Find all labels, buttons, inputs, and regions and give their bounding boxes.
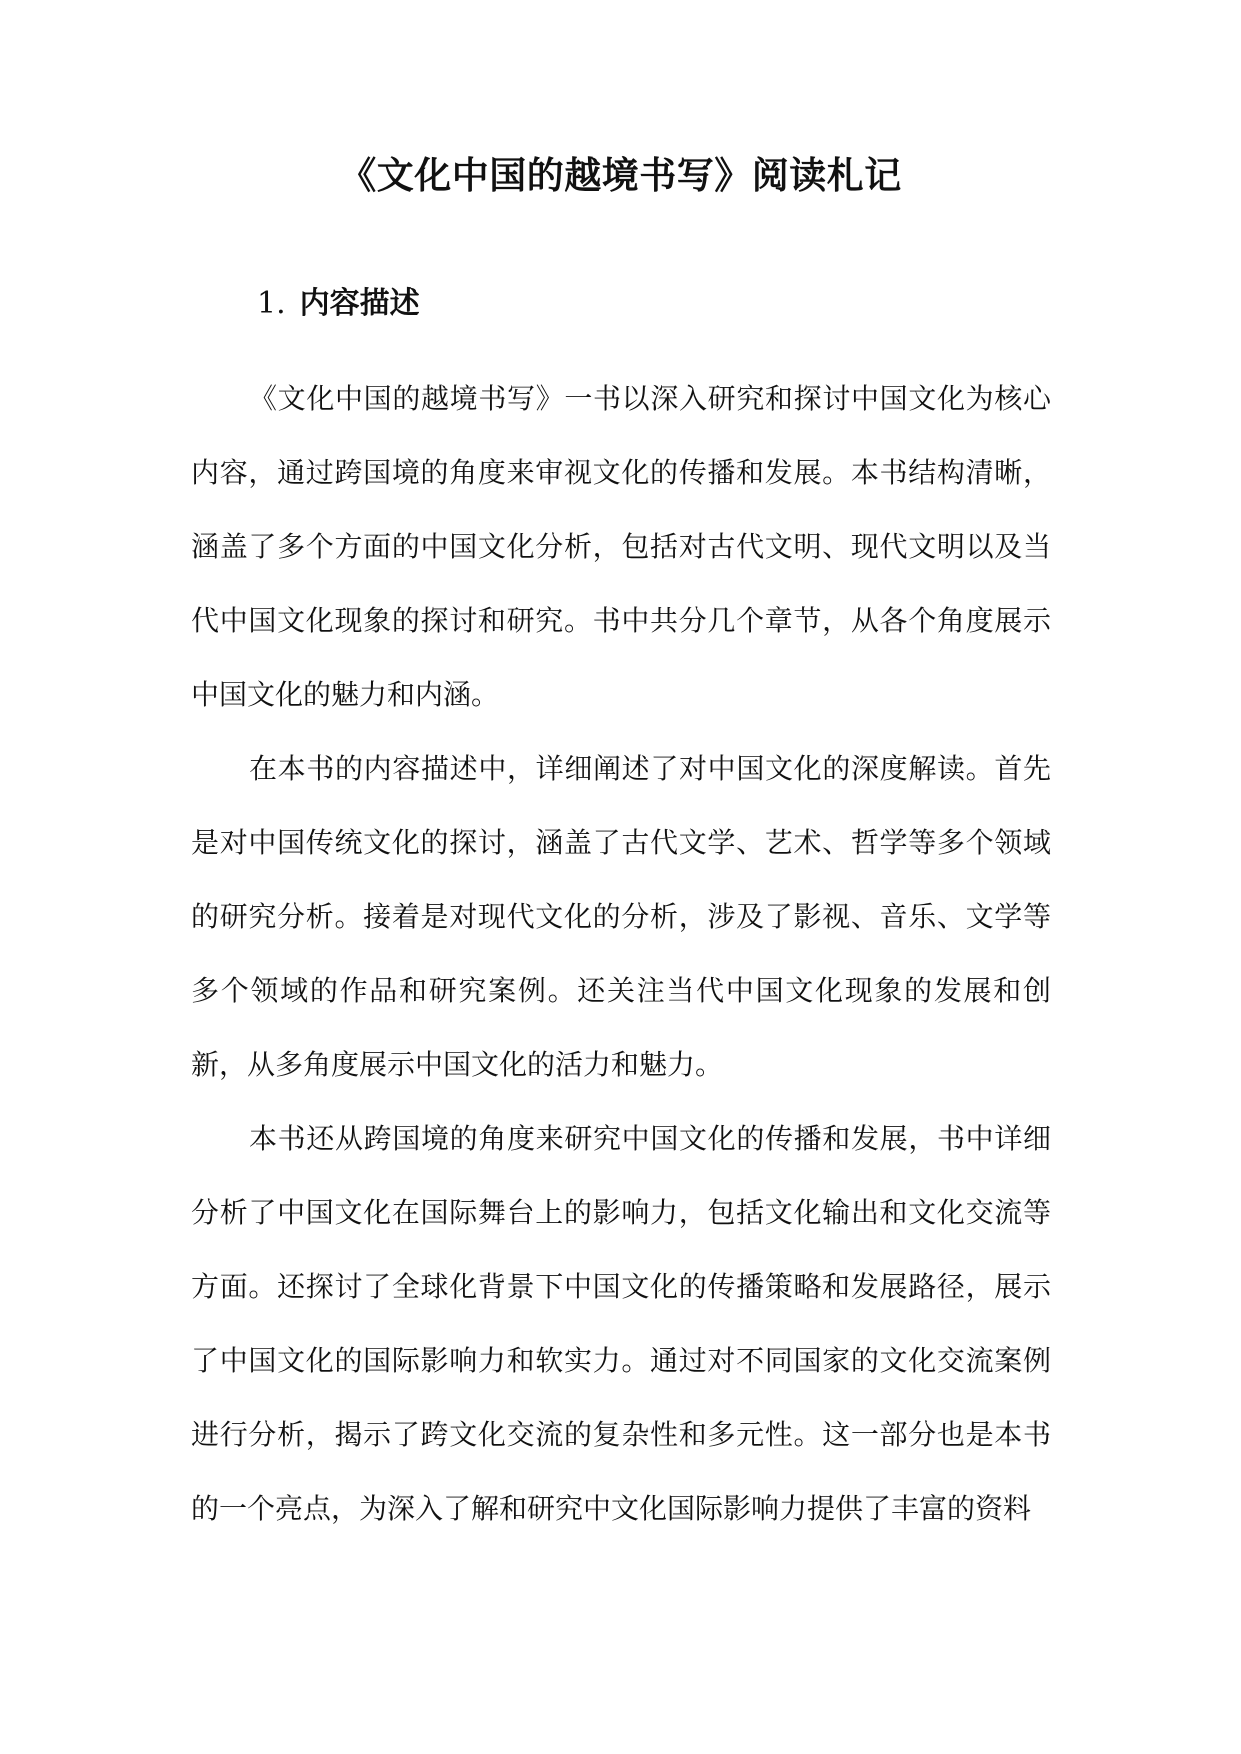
- paragraph-1: 《文化中国的越境书写》一书以深入研究和探讨中国文化为核心内容，通过跨国境的角度来审视文化的传播和发展。本书结构清晰，涵盖了多个方面的中国文化分析，包括对古代文明、现代文明以及当代中国文化现象的探讨和研究。书中共分几个章节，从各个角度展示中国文化的魅力和内涵。: [191, 382, 1051, 711]
- document-title: 《文化中国的越境书写》阅读札记: [339, 154, 902, 197]
- section-number: 1.: [257, 286, 286, 321]
- paragraph-3: 本书还从跨国境的角度来研究中国文化的传播和发展，书中详细分析了中国文化在国际舞台上的影响力，包括文化输出和文化交流等方面。还探讨了全球化背景下中国文化的传播策略和发展路径，展示了中国文化的国际影响力和软实力。通过对不同国家的文化交流案例进行分析，揭示了跨文化交流的复杂性和多元性。这一部分也是本书的一个亮点，为深入了解和研究中文化国际影响力提供了丰富的资料: [191, 1122, 1051, 1525]
- paragraph-2: 在本书的内容描述中，详细阐述了对中国文化的深度解读。首先是对中国传统文化的探讨，涵盖了古代文学、艺术、哲学等多个领域的研究分析。接着是对现代文化的分析，涉及了影视、音乐、文学等多个领域的作品和研究案例。还关注当代中国文化现象的发展和创新，从多角度展示中国文化的活力和魅力。: [191, 752, 1051, 1081]
- section-heading-text: 内容描述: [299, 286, 420, 321]
- section-heading: [257, 282, 420, 326]
